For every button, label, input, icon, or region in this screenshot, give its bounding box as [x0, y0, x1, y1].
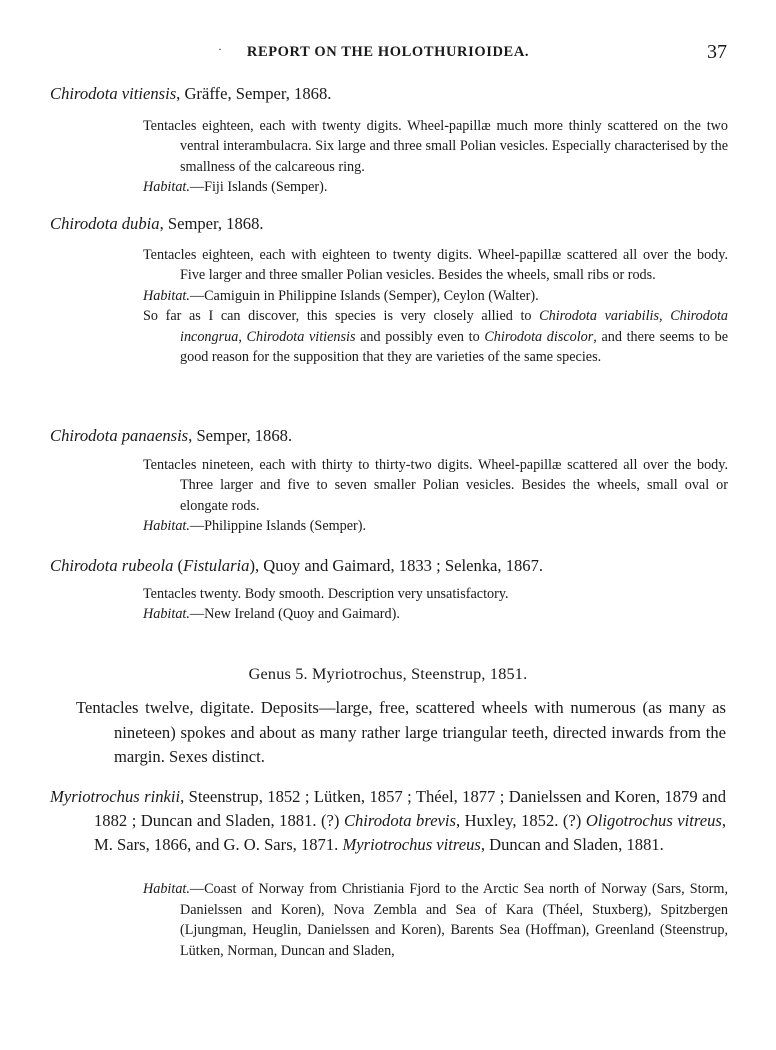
note-text: , — [659, 308, 671, 325]
species-description-vitiensis — [143, 116, 728, 198]
species-heading-vitiensis — [50, 84, 331, 104]
running-header — [0, 41, 776, 68]
note-italic: Chirodota incongrua — [180, 308, 728, 345]
habitat-label: Habitat. — [143, 881, 190, 897]
species-authority: , Quoy and Gaimard, 1833 ; Selenka, 1867. — [255, 556, 544, 575]
paren-close: ) — [249, 556, 255, 575]
synonymy-text: , M. Sars, 1866, and G. O. Sars, 1871. — [94, 811, 726, 855]
synonymy-text: , Huxley, 1852. (?) — [456, 811, 586, 831]
myriotrochus-synonymy — [50, 785, 726, 858]
description-text: Tentacles eighteen, each with twenty digits. Wheel-papillæ much more thinly scattered on the two ventral interambulacra. Six large and three small Polian vesicles. Especially characterised by the smallness of the calcareous ring. — [143, 118, 728, 175]
habitat-text: —Camiguin in Philippine Islands (Semper), Ceylon (Walter). — [189, 287, 539, 304]
habitat-text: —Coast of Norway from Christiania Fjord to the Arctic Sea north of Norway (Sars, Storm, Danielssen and Koren), Nova Zembla and Sea of Kara (Théel, Stuxberg), Spitzbergen (Ljungman, Heuglin, Danielssen and Koren), Barents Sea (Hoffman), Greenland (Steenstrup, Lütken, Norman, Duncan and Sladen, — [180, 881, 728, 959]
description-text: Tentacles nineteen, each with thirty to thirty-two digits. Wheel-papillæ scattered all over the body. Three larger and five to seven smaller Polian vesicles. Besides the wheels, small oval or elongate rods. — [143, 457, 728, 514]
synonymy-italic: Oligotrochus vitreus — [585, 811, 722, 831]
species-description-panaensis — [143, 455, 728, 537]
habitat-label: Habitat. — [143, 606, 190, 623]
description-text: Tentacles twenty. Body smooth. Description very unsatisfactory. — [143, 586, 509, 602]
species-description-dubia — [143, 245, 728, 367]
note-italic: Chirodota vitiensis — [246, 328, 356, 345]
species-name: Myriotrochus rinkii — [50, 787, 181, 806]
myriotrochus-habitat — [143, 879, 728, 961]
habitat-line — [143, 516, 728, 536]
habitat-label: Habitat. — [143, 518, 190, 535]
synonymy-paragraph — [50, 785, 726, 858]
header-title: REPORT ON THE HOLOTHURIOIDEA. — [246, 44, 530, 60]
synonymy-italic: Myriotrochus vitreus — [342, 835, 481, 855]
species-name: Chirodota dubia — [50, 214, 160, 233]
header-mark: · — [218, 42, 222, 56]
paren-open: ( — [173, 556, 184, 575]
note-text: and possibly even to — [355, 328, 485, 345]
habitat-label: Habitat. — [143, 179, 190, 196]
species-synonym: Fistularia — [183, 556, 250, 575]
page-number: 37 — [707, 41, 727, 63]
species-authority: , Semper, 1868. — [159, 214, 264, 233]
species-heading-dubia — [50, 214, 264, 234]
note-text: , — [238, 328, 247, 345]
species-name: Chirodota rubeola — [50, 556, 174, 575]
habitat-label: Habitat. — [143, 287, 190, 304]
habitat-text: —Philippine Islands (Semper). — [189, 518, 367, 535]
note-text: So far as I can discover, this species is very closely allied to — [143, 308, 540, 325]
genus-description-text: Tentacles twelve, digitate. Deposits—large, free, scattered wheels with numerous (as many as nineteen) spokes and about as many rather large triangular teeth, directed inwards from the margin. Sexes distinct. — [76, 698, 726, 766]
species-authority: , Semper, 1868. — [188, 426, 293, 445]
species-heading-rubeola — [50, 556, 543, 576]
note-text: , and there seems to be good reason for the supposition that they are varieties of the same species. — [180, 328, 729, 366]
species-description-rubeola — [143, 584, 728, 625]
habitat-text: —New Ireland (Quoy and Gaimard). — [189, 606, 400, 623]
synonymy-text: , Duncan and Sladen, 1881. — [480, 835, 664, 855]
note-italic: Chirodota variabilis — [539, 308, 659, 325]
species-name: Chirodota vitiensis — [50, 84, 177, 103]
note-italic: Chirodota discolor — [484, 328, 594, 345]
habitat-line — [143, 177, 728, 197]
habitat-line — [143, 286, 728, 306]
synonymy-italic: Chirodota brevis — [343, 811, 456, 831]
genus-heading: Genus 5. Myriotrochus, Steenstrup, 1851. — [248, 665, 528, 683]
habitat-line — [143, 879, 728, 961]
habitat-text: —Fiji Islands (Semper). — [189, 179, 328, 196]
species-authority: , Gräffe, Semper, 1868. — [176, 84, 332, 103]
habitat-line — [143, 604, 728, 624]
synonymy-text: , Steenstrup, 1852 ; Lütken, 1857 ; Théel, 1877 ; Danielssen and Koren, 1879 and 1882 ; Duncan and Sladen, 1881. (?) — [94, 787, 726, 831]
species-heading-panaensis — [50, 426, 292, 446]
species-note — [143, 306, 728, 367]
description-text: Tentacles eighteen, each with eighteen to twenty digits. Wheel-papillæ scattered all over the body. Five larger and three smaller Polian vesicles. Besides the wheels, small ribs or rods. — [143, 247, 728, 284]
species-name: Chirodota panaensis — [50, 426, 189, 445]
genus-description — [76, 696, 726, 770]
